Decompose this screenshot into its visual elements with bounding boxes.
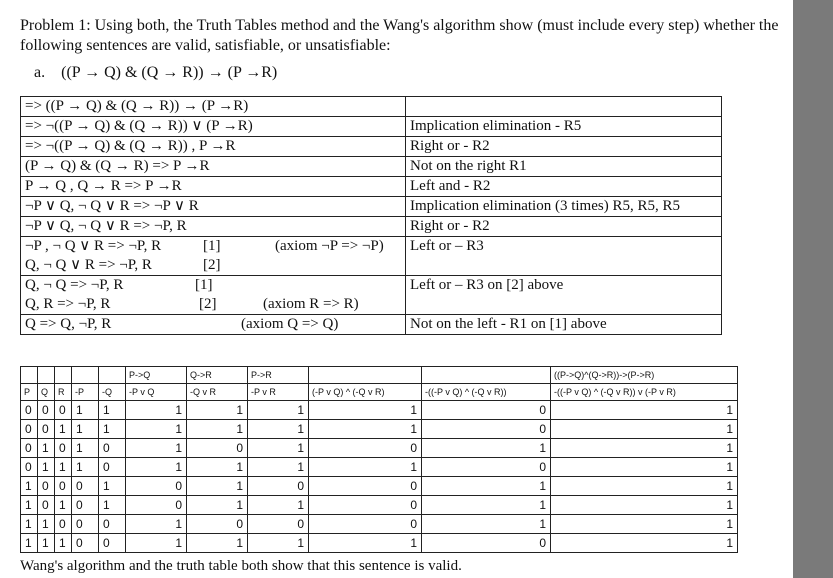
- truth-table-cell: 0: [38, 477, 55, 496]
- truth-table-cell: 0: [99, 534, 126, 553]
- truth-table-header: [309, 367, 422, 384]
- wang-row: [21, 97, 722, 117]
- truth-table-row: [21, 534, 738, 553]
- truth-table-cell: 0: [309, 477, 422, 496]
- axiom-note: (axiom Q => Q): [241, 316, 339, 332]
- wang-row: [21, 177, 722, 197]
- truth-table-cell: 0: [99, 439, 126, 458]
- truth-table-header: P: [21, 384, 38, 401]
- item-sentence: ((P → Q) & (Q → R)) → (P →R): [61, 64, 278, 81]
- branch-tag: [2]: [199, 296, 217, 312]
- truth-table-cell: 1: [21, 515, 38, 534]
- truth-table-header: [55, 367, 72, 384]
- wang-sequent: => ((P → Q) & (Q → R)) → (P →R): [21, 97, 406, 117]
- truth-table-cell: 1: [126, 534, 187, 553]
- truth-table-cell: 0: [248, 477, 309, 496]
- truth-table-row: [21, 458, 738, 477]
- truth-table-cell: 0: [38, 401, 55, 420]
- truth-table-cell: 0: [422, 420, 551, 439]
- truth-table-header: R: [55, 384, 72, 401]
- truth-table-header: [422, 367, 551, 384]
- wang-rule: Not on the right R1: [406, 157, 722, 177]
- wang-sequent: Q, ¬ Q => ¬P, R: [25, 277, 124, 293]
- truth-table-header: [21, 367, 38, 384]
- truth-table-cell: 1: [551, 534, 738, 553]
- truth-table-cell: 1: [126, 420, 187, 439]
- truth-table-cell: 0: [187, 439, 248, 458]
- truth-table-cell: 1: [38, 534, 55, 553]
- truth-table-header: [72, 367, 99, 384]
- truth-table-cell: 0: [422, 458, 551, 477]
- truth-table-header: -P: [72, 384, 99, 401]
- truth-table-cell: 1: [551, 439, 738, 458]
- truth-table-cell: 0: [126, 477, 187, 496]
- truth-table-cell: 1: [55, 496, 72, 515]
- truth-table-cell: 1: [422, 477, 551, 496]
- wang-rule: Left and - R2: [406, 177, 722, 197]
- wang-row: [21, 217, 722, 237]
- problem-item-a: [34, 64, 277, 82]
- truth-table-cell: 1: [309, 420, 422, 439]
- branch-tag: [1]: [203, 238, 221, 254]
- truth-table-row: [21, 477, 738, 496]
- truth-table-cell: 0: [55, 477, 72, 496]
- truth-table-cell: 1: [99, 477, 126, 496]
- truth-table-cell: 1: [55, 420, 72, 439]
- wang-row: [21, 117, 722, 137]
- truth-table-cell: 1: [126, 439, 187, 458]
- truth-table-cell: 0: [99, 458, 126, 477]
- truth-table-cell: 1: [248, 534, 309, 553]
- truth-table-cell: 0: [38, 496, 55, 515]
- truth-table-cell: 1: [21, 534, 38, 553]
- truth-table-cell: 1: [187, 534, 248, 553]
- truth-table-header: -P v R: [248, 384, 309, 401]
- wang-sequent: Q => Q, ¬P, R: [25, 316, 112, 332]
- truth-table-cell: 1: [551, 458, 738, 477]
- wang-row-final: [21, 315, 722, 335]
- wang-sequent: => ¬((P → Q) & (Q → R)) ∨ (P →R): [21, 117, 406, 137]
- truth-table-cell: 1: [99, 420, 126, 439]
- wang-row: [21, 197, 722, 217]
- truth-table-cell: 0: [72, 515, 99, 534]
- truth-table-cell: 1: [21, 496, 38, 515]
- truth-table-cell: 1: [309, 401, 422, 420]
- truth-table-cell: 0: [309, 515, 422, 534]
- wang-rule: Left or – R3: [406, 237, 722, 276]
- truth-table-header: -((-P v Q) ^ (-Q v R)): [422, 384, 551, 401]
- truth-table-cell: 1: [187, 477, 248, 496]
- truth-table-cell: 1: [187, 496, 248, 515]
- branch-tag: [1]: [195, 277, 213, 293]
- truth-table-cell: 1: [551, 477, 738, 496]
- truth-table-cell: 1: [248, 496, 309, 515]
- truth-table-cell: 1: [551, 496, 738, 515]
- truth-table-cell: 1: [99, 496, 126, 515]
- truth-table-cell: 1: [551, 420, 738, 439]
- truth-table-cell: 1: [422, 496, 551, 515]
- truth-table-row: [21, 515, 738, 534]
- truth-table-row: [21, 496, 738, 515]
- wang-algorithm-table: [20, 96, 722, 335]
- truth-table-cell: 0: [422, 401, 551, 420]
- truth-table-row: [21, 401, 738, 420]
- truth-table-cell: 1: [422, 439, 551, 458]
- truth-table-cell: 1: [248, 458, 309, 477]
- axiom-note: (axiom R => R): [263, 296, 359, 312]
- truth-table-header: ((P->Q)^(Q->R))->(P->R): [551, 367, 738, 384]
- truth-table-cell: 0: [187, 515, 248, 534]
- truth-table-cell: 0: [55, 439, 72, 458]
- truth-table-header: [38, 367, 55, 384]
- truth-table-header: P->R: [248, 367, 309, 384]
- truth-table-cell: 1: [248, 439, 309, 458]
- axiom-note: (axiom ¬P => ¬P): [275, 238, 384, 254]
- truth-table-cell: 0: [55, 401, 72, 420]
- truth-table-cell: 1: [422, 515, 551, 534]
- truth-table-cell: 1: [248, 420, 309, 439]
- truth-table-header: Q: [38, 384, 55, 401]
- truth-table-cell: 1: [38, 439, 55, 458]
- wang-sequent: => ¬((P → Q) & (Q → R)) , P →R: [21, 137, 406, 157]
- truth-table-cell: 1: [187, 420, 248, 439]
- truth-table-cell: 1: [55, 458, 72, 477]
- truth-table-header: -((-P v Q) ^ (-Q v R)) v (-P v R): [551, 384, 738, 401]
- truth-table-cell: 1: [309, 534, 422, 553]
- truth-table-row: [21, 420, 738, 439]
- truth-table-row: [21, 439, 738, 458]
- truth-table-header-row: [21, 367, 738, 384]
- truth-table: [20, 366, 738, 553]
- wang-rule: Right or - R2: [406, 137, 722, 157]
- wang-sequent: (P → Q) & (Q → R) => P →R: [21, 157, 406, 177]
- truth-table-header: -Q: [99, 384, 126, 401]
- wang-sequent: Q, R => ¬P, R: [25, 296, 111, 312]
- truth-table-cell: 1: [248, 401, 309, 420]
- truth-table-cell: 0: [99, 515, 126, 534]
- wang-rule: Implication elimination - R5: [406, 117, 722, 137]
- truth-table-cell: 1: [551, 401, 738, 420]
- wang-sequent: P → Q , Q → R => P →R: [21, 177, 406, 197]
- wang-rule: Implication elimination (3 times) R5, R5, R5: [406, 197, 722, 217]
- truth-table-cell: 0: [248, 515, 309, 534]
- wang-rule: Right or - R2: [406, 217, 722, 237]
- wang-sequent: ¬P , ¬ Q ∨ R => ¬P, R: [25, 238, 162, 254]
- truth-table-header: (-P v Q) ^ (-Q v R): [309, 384, 422, 401]
- truth-table-cell: 0: [422, 534, 551, 553]
- wang-sequent: ¬P ∨ Q, ¬ Q ∨ R => ¬P ∨ R: [21, 197, 406, 217]
- wang-row: [21, 137, 722, 157]
- truth-table-cell: 1: [72, 458, 99, 477]
- wang-sequent: ¬P ∨ Q, ¬ Q ∨ R => ¬P, R: [21, 217, 406, 237]
- truth-table-cell: 0: [21, 458, 38, 477]
- truth-table-cell: 0: [55, 515, 72, 534]
- wang-rule: Left or – R3 on [2] above: [406, 276, 722, 315]
- wang-rule: Not on the left - R1 on [1] above: [406, 315, 722, 335]
- conclusion-text: Wang's algorithm and the truth table both show that this sentence is valid.: [20, 558, 462, 574]
- truth-table-cell: 1: [72, 439, 99, 458]
- truth-table-cell: 1: [38, 515, 55, 534]
- truth-table-cell: 0: [309, 439, 422, 458]
- truth-table-cell: 1: [187, 458, 248, 477]
- wang-row: [21, 157, 722, 177]
- truth-table-cell: 1: [551, 515, 738, 534]
- truth-table-cell: 1: [126, 458, 187, 477]
- truth-table-header: -P v Q: [126, 384, 187, 401]
- truth-table-cell: 1: [126, 515, 187, 534]
- truth-table-cell: 0: [126, 496, 187, 515]
- truth-table-cell: 0: [21, 401, 38, 420]
- truth-table-cell: 1: [72, 401, 99, 420]
- window-scrollbar[interactable]: [793, 0, 833, 578]
- branch-tag: [2]: [203, 257, 221, 273]
- truth-table-header: -Q v R: [187, 384, 248, 401]
- truth-table-cell: 1: [99, 401, 126, 420]
- wang-row-left-or-1: [21, 237, 722, 276]
- truth-table-cell: 1: [21, 477, 38, 496]
- truth-table-cell: 1: [126, 401, 187, 420]
- truth-table-cell: 1: [38, 458, 55, 477]
- truth-table-cell: 0: [38, 420, 55, 439]
- truth-table-cell: 0: [309, 496, 422, 515]
- truth-table-cell: 0: [72, 477, 99, 496]
- truth-table-header: [99, 367, 126, 384]
- wang-rule: [406, 97, 722, 117]
- truth-table-cell: 0: [21, 439, 38, 458]
- truth-table-cell: 0: [72, 534, 99, 553]
- truth-table-cell: 1: [309, 458, 422, 477]
- truth-table-header: Q->R: [187, 367, 248, 384]
- truth-table-header-row: [21, 384, 738, 401]
- truth-table-cell: 1: [72, 420, 99, 439]
- truth-table-cell: 1: [187, 401, 248, 420]
- problem-statement: Problem 1: Using both, the Truth Tables method and the Wang's algorithm show (must include every step) whether the following sentences are valid, satisfiable, or unsatisfiable:: [20, 17, 779, 54]
- wang-row-left-or-2: [21, 276, 722, 315]
- truth-table-cell: 1: [55, 534, 72, 553]
- truth-table-header: P->Q: [126, 367, 187, 384]
- truth-table-cell: 0: [72, 496, 99, 515]
- item-label: a.: [34, 64, 46, 81]
- truth-table-cell: 0: [21, 420, 38, 439]
- wang-sequent: Q, ¬ Q ∨ R => ¬P, R: [25, 257, 152, 273]
